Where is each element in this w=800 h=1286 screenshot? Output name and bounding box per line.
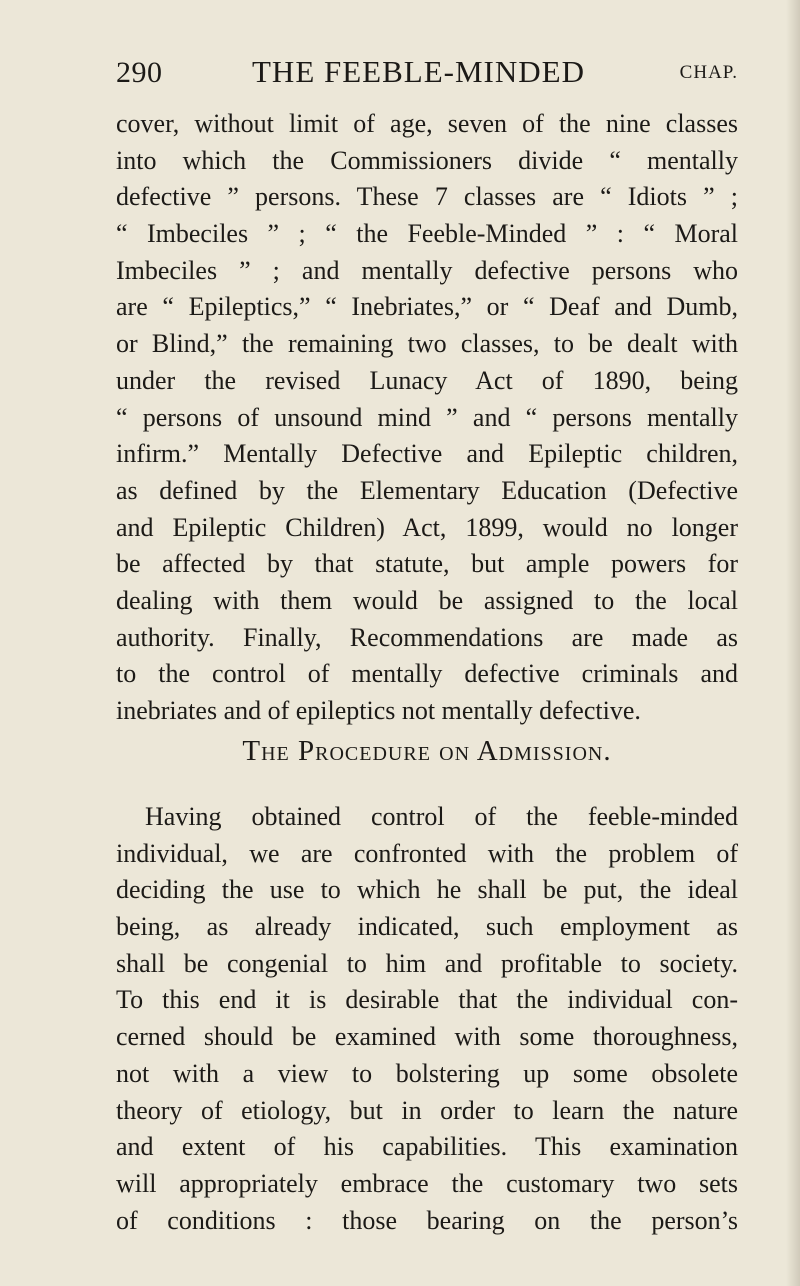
page-number: 290 <box>116 56 163 89</box>
paragraph-1 <box>116 106 738 730</box>
paragraph-2 <box>116 799 738 1239</box>
text-line: and extent of his capabilities. This examination <box>116 1132 738 1162</box>
text-line: authority. Finally, Recommendations are made as <box>116 622 738 652</box>
text-line: cover, without limit of age, seven of the nine classes <box>116 109 738 138</box>
text-line: individual, we are confronted with the problem of <box>116 838 738 868</box>
section-heading: The Procedure on Admission. <box>242 735 612 767</box>
text-line: are “ Epileptics,” “ Inebriates,” or “ Deaf and Dumb, <box>116 292 738 322</box>
page-edge-shadow <box>786 0 800 1286</box>
text-line: and Epileptic Children) Act, 1899, would no longer <box>116 512 738 542</box>
text-line: as defined by the Elementary Education (Defective <box>116 475 738 505</box>
text-line: inebriates and of epileptics not mentally defective. <box>116 696 641 725</box>
text-line: or Blind,” the remaining two classes, to be dealt with <box>116 329 738 359</box>
text-line: to the control of mentally defective criminals and <box>116 659 738 689</box>
text-line: “ persons of unsound mind ” and “ persons mentally <box>116 402 738 432</box>
text-line: Imbeciles ” ; and mentally defective persons who <box>116 255 738 285</box>
text-line: not with a view to bolstering up some obsolete <box>116 1058 738 1088</box>
text-line: “ Imbeciles ” ; “ the Feeble-Minded ” : “ Moral <box>116 219 738 249</box>
text-line: deciding the use to which he shall be put, the ideal <box>116 875 738 905</box>
text-line: To this end it is desirable that the individual con- <box>116 985 738 1015</box>
text-line: under the revised Lunacy Act of 1890, being <box>116 365 738 395</box>
text-line: defective ” persons. These 7 classes are “ Idiots ” ; <box>116 182 738 212</box>
chapter-label: CHAP. <box>679 62 738 83</box>
text-line: theory of etiology, but in order to learn the nature <box>116 1095 738 1125</box>
text-line: cerned should be examined with some thoroughness, <box>116 1022 738 1052</box>
text-line: into which the Commissioners divide “ mentally <box>116 145 738 175</box>
text-line: Having obtained control of the feeble-minded <box>145 802 738 831</box>
text-line: being, as already indicated, such employment as <box>116 912 738 942</box>
text-line: will appropriately embrace the customary two sets <box>116 1168 738 1198</box>
running-head <box>116 50 738 94</box>
text-line: be affected by that statute, but ample powers for <box>116 549 738 579</box>
running-title: THE FEEBLE-MINDED <box>252 54 585 89</box>
text-line: infirm.” Mentally Defective and Epileptic children, <box>116 439 738 469</box>
text-line: shall be congenial to him and profitable to society. <box>116 948 738 978</box>
text-line: dealing with them would be assigned to the local <box>116 585 738 615</box>
text-line: of conditions : those bearing on the person’s <box>116 1205 738 1235</box>
